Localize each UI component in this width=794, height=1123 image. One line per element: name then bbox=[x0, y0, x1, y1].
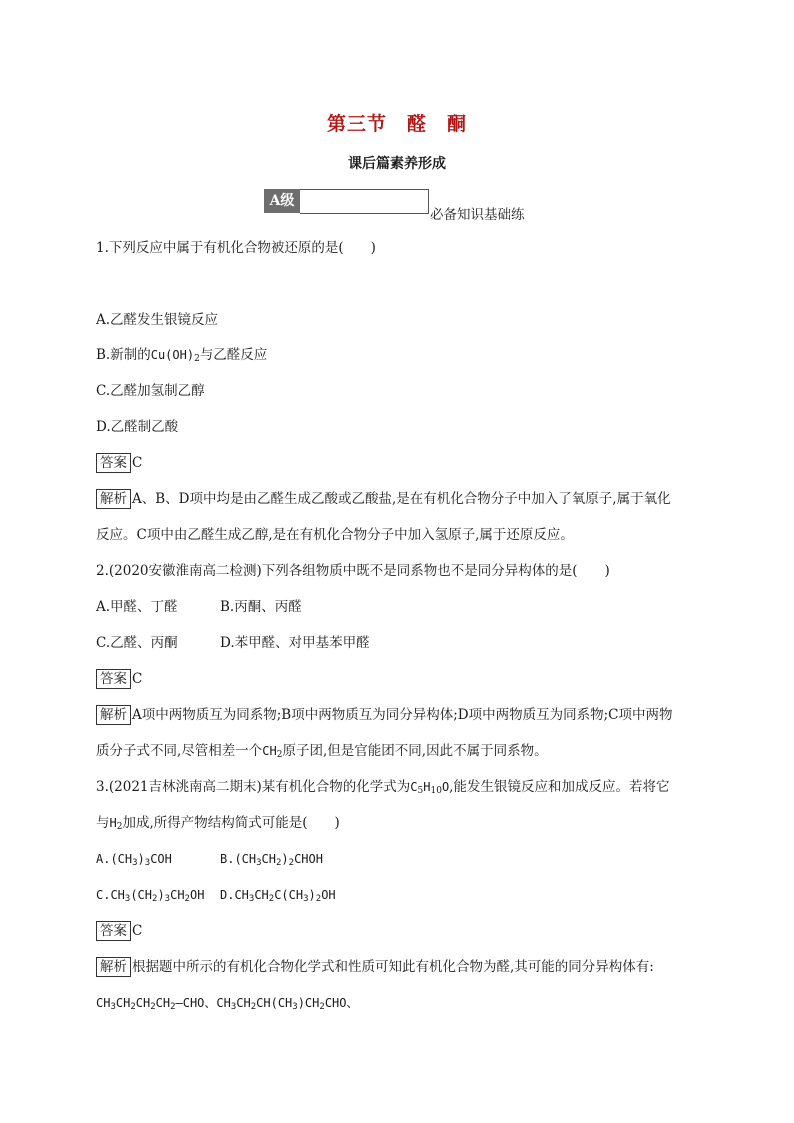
level-badge: A级 bbox=[264, 189, 300, 213]
q3-formula-h-sub: 10 bbox=[430, 786, 442, 796]
q2-analysis-pre: 质分子式不同,尽管相差一个 bbox=[96, 743, 263, 759]
q1-answer bbox=[96, 453, 142, 473]
q3-formula-h: H bbox=[423, 780, 431, 794]
q3-option-a bbox=[96, 849, 172, 869]
q3-c-sub: 2 bbox=[184, 894, 190, 904]
q1-analysis-line-1 bbox=[96, 489, 671, 509]
iso-part: CHO、 bbox=[324, 996, 359, 1010]
iso-sub: 3 bbox=[110, 1002, 116, 1012]
q1-analysis-text-1: A、B、D项中均是由乙醛生成乙酸或乙酸盐,是在有机化合物分子中加入了氧原子,属于氧化 bbox=[132, 491, 671, 507]
analysis-tag: 解析 bbox=[96, 489, 131, 509]
iso-part: )CH bbox=[297, 996, 320, 1010]
q3-a-sub: 3 bbox=[132, 858, 138, 868]
q3-d-sub: 3 bbox=[248, 894, 255, 904]
q3-a-part: A.(CH bbox=[96, 852, 133, 866]
q3-d-part: C(CH bbox=[274, 888, 304, 902]
q1-option-d: D.乙醛制乙酸 bbox=[96, 419, 179, 435]
iso-part: CH bbox=[236, 996, 251, 1010]
q2-analysis-ch: CH bbox=[262, 744, 277, 758]
q3-stem2-sub: 2 bbox=[116, 822, 123, 832]
q3-answer-value: C bbox=[132, 923, 143, 939]
q3-c-sub: 2 bbox=[152, 894, 158, 904]
q3-stem2-post: 加成,所得产物结构简式可能是( ) bbox=[122, 815, 340, 831]
q3-d-sub: 2 bbox=[315, 894, 322, 904]
level-label: 必备知识基础练 bbox=[430, 207, 525, 223]
answer-tag: 答案 bbox=[96, 921, 131, 941]
q1-answer-value: C bbox=[132, 455, 143, 471]
q3-a-sub: 3 bbox=[144, 858, 151, 868]
q3-d-sub: 3 bbox=[303, 894, 309, 904]
q3-stem-line-2 bbox=[96, 813, 340, 833]
q3-option-c bbox=[96, 885, 204, 905]
analysis-tag: 解析 bbox=[96, 957, 131, 977]
q3-option-d bbox=[220, 885, 336, 905]
q3-stem-pre: 3.(2021吉林洮南高二期末)某有机化合物的化学式为 bbox=[96, 779, 411, 795]
iso-sub: 2 bbox=[150, 1002, 156, 1012]
q1-option-b-formula: Cu(OH) bbox=[150, 348, 195, 362]
q3-b-sub: 2 bbox=[288, 858, 295, 868]
q1-option-b bbox=[96, 345, 267, 365]
analysis-tag: 解析 bbox=[96, 705, 131, 725]
q2-analysis-text-1: A项中两物质互为同系物;B项中两物质互为同分异构体;D项中两物质互为同系物;C项中两物 bbox=[132, 707, 673, 723]
q3-a-part: COH bbox=[150, 852, 172, 866]
q3-c-part: ) bbox=[157, 888, 165, 902]
iso-part: CH bbox=[96, 996, 111, 1010]
q3-analysis-text-1: 根据题中所示的有机化合物化学式和性质可知此有机化合物为醛,其可能的同分异构体有: bbox=[132, 959, 654, 975]
q3-c-sub: 3 bbox=[124, 894, 131, 904]
iso-part: CH bbox=[155, 996, 171, 1010]
q1-option-a: A.乙醛发生银镜反应 bbox=[96, 312, 219, 328]
q1-analysis-line-2: 反应。C项中由乙醛生成乙醇,是在有机化合物分子中加入氢原子,属于还原反应。 bbox=[96, 527, 574, 543]
q3-option-b bbox=[220, 849, 323, 869]
answer-tag: 答案 bbox=[96, 453, 131, 473]
iso-sub: 2 bbox=[130, 1002, 136, 1012]
q3-formula-c-sub: 5 bbox=[417, 786, 424, 796]
q3-c-part: C.CH bbox=[96, 888, 125, 902]
q2-option-d: D.苯甲醛、对甲基苯甲醛 bbox=[220, 635, 370, 651]
iso-sub: 2 bbox=[319, 1002, 325, 1012]
q1-option-b-pre: B.新制的 bbox=[96, 347, 151, 363]
q2-option-a: A.甲醛、丁醛 bbox=[96, 599, 178, 615]
q1-option-c: C.乙醛加氢制乙醇 bbox=[96, 383, 205, 399]
q2-analysis-line-1 bbox=[96, 705, 672, 725]
page-subtitle: 课后篇素养形成 bbox=[348, 156, 446, 172]
iso-part: CH(CH bbox=[256, 996, 293, 1010]
q3-d-part: ) bbox=[308, 888, 316, 902]
q3-a-part: ) bbox=[137, 852, 145, 866]
q3-c-sub: 3 bbox=[164, 894, 171, 904]
q1-stem: 1.下列反应中属于有机化合物被还原的是( ) bbox=[96, 240, 376, 256]
q3-d-sub: 2 bbox=[268, 894, 275, 904]
q3-c-part: CH bbox=[170, 888, 185, 902]
page-title: 第三节 醛 酮 bbox=[326, 113, 467, 135]
q3-c-part: (CH bbox=[130, 888, 153, 902]
q3-stem2-pre: 与 bbox=[96, 815, 110, 831]
q3-b-sub: 3 bbox=[256, 858, 262, 868]
q3-stem2-h: H bbox=[109, 816, 117, 830]
q1-option-b-post: 与乙醛反应 bbox=[199, 347, 268, 363]
iso-sub: 3 bbox=[292, 1002, 298, 1012]
q2-analysis-post: 原子团,但是官能团不同,因此不属于同系物。 bbox=[282, 743, 548, 759]
q2-answer bbox=[96, 669, 142, 689]
q3-b-part: CHOH bbox=[294, 852, 323, 866]
q2-analysis-sub: 2 bbox=[276, 750, 283, 760]
q3-c-part: OH bbox=[189, 888, 205, 902]
q3-b-part: B.(CH bbox=[220, 852, 257, 866]
q3-d-part: OH bbox=[321, 888, 336, 902]
iso-sub: 2 bbox=[250, 1002, 257, 1012]
q3-stem-post: ,能发生银镜反应和加成反应。若将它 bbox=[449, 779, 670, 795]
iso-part: CH bbox=[135, 996, 151, 1010]
q3-d-part: CH bbox=[254, 888, 269, 902]
q3-formula-c: C bbox=[410, 780, 418, 794]
q3-b-part: CH bbox=[261, 852, 276, 866]
q2-option-c: C.乙醛、丙酮 bbox=[96, 635, 178, 651]
level-box bbox=[300, 189, 429, 214]
q1-option-b-sub: 2 bbox=[194, 354, 200, 364]
q2-stem: 2.(2020安徽淮南高二检测)下列各组物质中既不是同系物也不是同分异构体的是( ) bbox=[96, 563, 610, 579]
q3-isomers-line bbox=[96, 993, 359, 1013]
q3-stem-line-1 bbox=[96, 777, 669, 797]
q3-d-part: D.CH bbox=[220, 888, 249, 902]
iso-part: —CHO、CH bbox=[175, 996, 231, 1010]
q3-b-part: ) bbox=[281, 852, 289, 866]
q2-analysis-line-2 bbox=[96, 741, 548, 761]
iso-sub: 2 bbox=[170, 1002, 176, 1012]
iso-sub: 3 bbox=[230, 1002, 237, 1012]
q3-answer bbox=[96, 921, 142, 941]
q2-answer-value: C bbox=[132, 671, 143, 687]
answer-tag: 答案 bbox=[96, 669, 131, 689]
q2-option-b: B.丙酮、丙醛 bbox=[220, 599, 302, 615]
iso-part: CH bbox=[115, 996, 131, 1010]
q3-b-sub: 2 bbox=[276, 858, 282, 868]
q3-formula-o: O bbox=[441, 780, 450, 794]
q3-analysis-line-1 bbox=[96, 957, 654, 977]
